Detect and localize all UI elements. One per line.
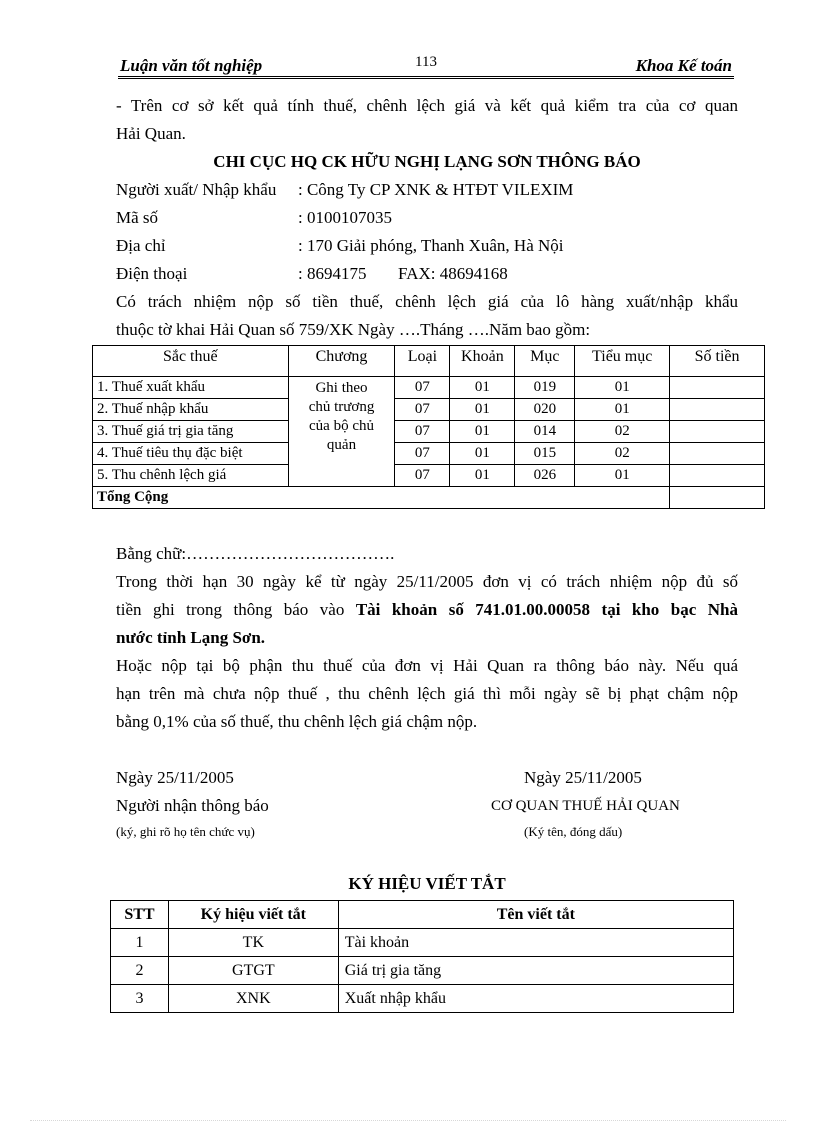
tax-loai: 07 (395, 399, 450, 421)
tax-so-tien (670, 377, 765, 399)
tax-tieu-muc: 02 (575, 443, 670, 465)
amount-in-words: Bằng chữ:………………………………. (116, 544, 395, 563)
table-row (93, 399, 765, 421)
chuong-note-line: quản (326, 437, 357, 453)
tax-muc: 019 (515, 377, 575, 399)
tax-loai: 07 (395, 443, 450, 465)
tax-header-loai: Loại (395, 346, 450, 377)
abbreviations-header-row (111, 901, 734, 929)
table-row (93, 377, 765, 399)
abbr-code: XNK (168, 985, 338, 1013)
tax-table-header-row (93, 346, 765, 377)
deadline-line-1: Trong thời hạn 30 ngày kể từ ngày 25/11/2005 đơn vị có trách nhiệm nộp đủ số (116, 572, 738, 591)
tax-tieu-muc: 02 (575, 421, 670, 443)
tax-so-tien (670, 465, 765, 487)
header-thesis-label: Luận văn tốt nghiệp (120, 56, 263, 75)
info-label-tax-code: Mã số (116, 208, 159, 227)
right-signature-date: Ngày 25/11/2005 (524, 768, 642, 787)
tax-type: 4. Thuế tiêu thụ đặc biệt (93, 443, 289, 465)
deadline-line-3: nước tỉnh Lạng Sơn. (116, 628, 266, 647)
tax-so-tien (670, 421, 765, 443)
abbr-code: GTGT (168, 957, 338, 985)
abbr-name: Xuất nhập khẩu (338, 985, 733, 1013)
info-value-address: : 170 Giải phóng, Thanh Xuân, Hà Nội (298, 236, 564, 255)
tax-so-tien (670, 443, 765, 465)
abbr-code: TK (168, 929, 338, 957)
table-row (111, 957, 734, 985)
abbr-name: Tài khoản (338, 929, 733, 957)
tax-table (92, 345, 765, 509)
info-label-phone: Điện thoại (116, 264, 188, 283)
tax-header-muc: Mục (515, 346, 575, 377)
tax-header-tieu-muc: Tiểu mục (575, 346, 670, 377)
abbreviations-title: KÝ HIỆU VIẾT TẮT (348, 874, 506, 893)
chuong-note-line: Ghi theo (315, 380, 368, 396)
page-bottom-divider (30, 1120, 786, 1121)
abbr-header-stt: STT (111, 901, 169, 929)
alternative-line-1: Hoặc nộp tại bộ phận thu thuế của đơn vị Hải Quan ra thông báo này. Nếu quá (116, 656, 738, 675)
tax-header-sac-thue: Sắc thuế (93, 346, 289, 377)
alternative-line-3: bằng 0,1% của số thuế, thu chênh lệch giá chậm nộp. (116, 712, 478, 731)
page-header (118, 54, 734, 79)
tax-tieu-muc: 01 (575, 377, 670, 399)
tax-muc: 015 (515, 443, 575, 465)
tax-header-so-tien: Số tiền (670, 346, 765, 377)
table-row (111, 929, 734, 957)
info-label-address: Địa chỉ (116, 236, 166, 255)
table-row (93, 443, 765, 465)
info-value-tax-code: : 0100107035 (298, 208, 392, 227)
alternative-line-2: hạn trên mà chưa nộp thuế , thu chênh lệch giá thì mỗi ngày sẽ bị phạt chậm nộp (116, 684, 738, 703)
tax-khoan: 01 (450, 443, 515, 465)
tax-khoan: 01 (450, 377, 515, 399)
abbr-stt: 1 (111, 929, 169, 957)
info-label-importer: Người xuất/ Nhập khẩu (116, 180, 277, 199)
right-signature-title: CƠ QUAN THUẾ HẢI QUAN (491, 798, 680, 814)
table-row (93, 421, 765, 443)
abbr-name: Giá trị gia tăng (338, 957, 733, 985)
bank-account-text: Tài khoản số 741.01.00.00058 tại kho bạc Nhà (355, 600, 738, 619)
table-row (111, 985, 734, 1013)
tax-total-label: Tổng Cộng (93, 487, 670, 509)
tax-type: 1. Thuế xuất khẩu (93, 377, 289, 399)
responsibility-line-1: Có trách nhiệm nộp số tiền thuế, chênh lệch giá của lô hàng xuất/nhập khẩu (116, 292, 738, 311)
tax-khoan: 01 (450, 421, 515, 443)
intro-line-2: Hải Quan. (116, 124, 186, 143)
notice-title: CHI CỤC HQ CK HỮU NGHỊ LẠNG SƠN THÔNG BÁO (213, 152, 641, 171)
deadline-line-2-prefix: tiền ghi trong thông báo vào (116, 600, 356, 619)
tax-loai: 07 (395, 377, 450, 399)
tax-header-khoan: Khoản (450, 346, 515, 377)
abbr-stt: 2 (111, 957, 169, 985)
tax-total-row (93, 487, 765, 509)
info-value-phone: : 8694175 (298, 264, 367, 283)
deadline-line-2 (116, 600, 738, 620)
tax-loai: 07 (395, 421, 450, 443)
chuong-note (288, 377, 395, 487)
left-signature-date: Ngày 25/11/2005 (116, 768, 234, 787)
chuong-note-line: chủ trương (308, 399, 375, 415)
intro-line-1: - Trên cơ sở kết quả tính thuế, chênh lệch giá và kết quả kiểm tra của cơ quan (116, 96, 738, 115)
info-value-fax: FAX: 48694168 (398, 264, 508, 283)
left-signature-note: (ký, ghi rõ họ tên chức vụ) (116, 824, 255, 839)
table-row (93, 465, 765, 487)
tax-khoan: 01 (450, 465, 515, 487)
tax-muc: 014 (515, 421, 575, 443)
tax-muc: 020 (515, 399, 575, 421)
tax-type: 2. Thuế nhập khẩu (93, 399, 289, 421)
tax-loai: 07 (395, 465, 450, 487)
page-number: 113 (415, 54, 437, 70)
right-signature-note: (Ký tên, đóng dấu) (524, 824, 623, 839)
tax-so-tien (670, 399, 765, 421)
tax-header-chuong: Chương (288, 346, 395, 377)
info-value-importer: : Công Ty CP XNK & HTĐT VILEXIM (298, 180, 574, 199)
tax-type: 5. Thu chênh lệch giá (93, 465, 289, 487)
tax-tieu-muc: 01 (575, 465, 670, 487)
tax-tieu-muc: 01 (575, 399, 670, 421)
abbreviations-table (110, 900, 734, 1013)
tax-khoan: 01 (450, 399, 515, 421)
tax-muc: 026 (515, 465, 575, 487)
chuong-note-line: của bộ chủ (309, 418, 374, 434)
left-signature-title: Người nhận thông báo (116, 796, 269, 815)
tax-type: 3. Thuế giá trị gia tăng (93, 421, 289, 443)
header-department-label: Khoa Kế toán (635, 56, 732, 75)
tax-total-amount (670, 487, 765, 509)
abbr-stt: 3 (111, 985, 169, 1013)
abbr-header-name: Tên viết tắt (338, 901, 733, 929)
responsibility-line-2: thuộc tờ khai Hải Quan số 759/XK Ngày ….Tháng ….Năm bao gồm: (116, 320, 591, 339)
abbr-header-code: Ký hiệu viết tắt (168, 901, 338, 929)
